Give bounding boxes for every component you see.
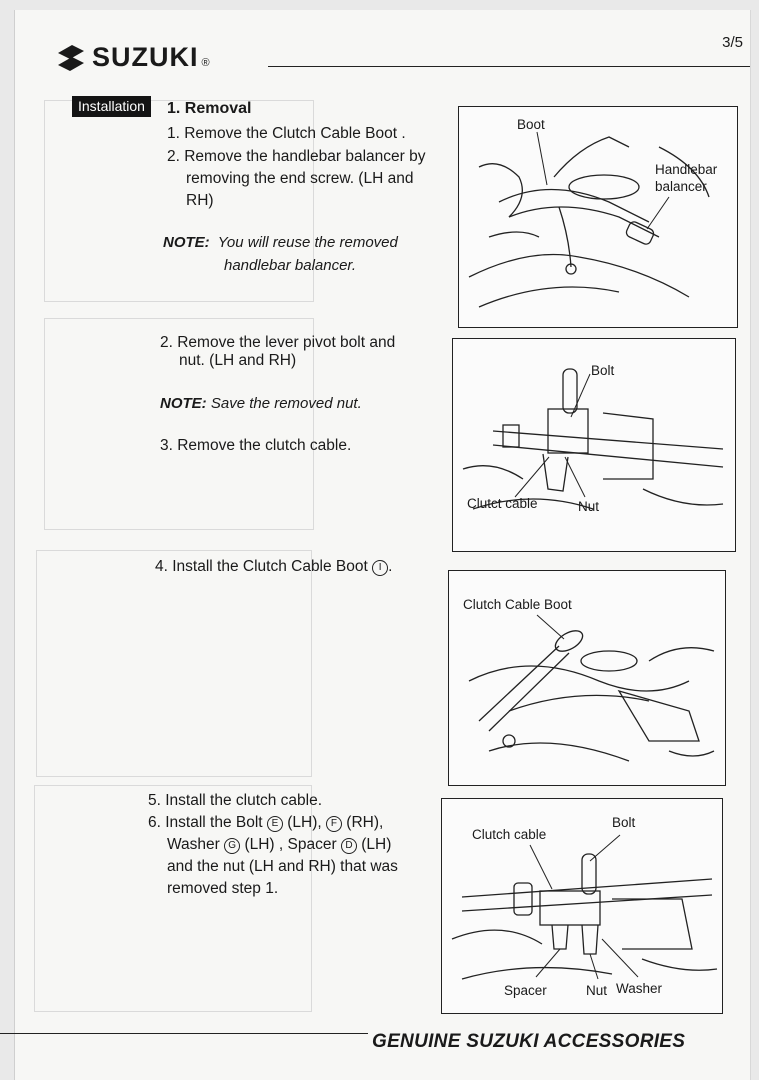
step-6-text-b: (LH),	[287, 814, 322, 831]
step-4-text: 4. Install the Clutch Cable Boot	[155, 558, 368, 575]
figure-boot-balancer	[458, 106, 738, 328]
figure-bolt-nut	[452, 338, 736, 552]
step-2-remove-pivot-l2: nut. (LH and RH)	[179, 352, 297, 369]
step-2-remove-balancer-l2: removing the end screw. (LH and	[186, 170, 414, 187]
footer-rule	[0, 1033, 368, 1034]
step-6-line-1	[148, 812, 383, 833]
label-nut: Nut	[586, 983, 608, 998]
step-2-remove-balancer-l1: 2. Remove the handlebar balancer by	[167, 148, 426, 165]
part-marker-d: D	[341, 838, 357, 854]
label-clutch-cable-boot: Clutch Cable Boot	[463, 597, 572, 612]
step-6-line-3: and the nut (LH and RH) that was	[167, 858, 398, 875]
label-bolt: Bolt	[591, 363, 615, 378]
registered-mark: ®	[201, 56, 210, 69]
label-balancer: balancer	[655, 179, 707, 194]
label-boot: Boot	[517, 117, 545, 132]
header-rule	[268, 66, 750, 67]
note-a-label: NOTE:	[163, 234, 210, 251]
label-nut: Nut	[578, 499, 600, 514]
part-marker-e: E	[267, 816, 283, 832]
part-marker-i: I	[372, 560, 388, 576]
handlebar-drawing	[459, 107, 737, 327]
figure-clutch-cable-boot	[448, 570, 726, 786]
step-4-end: .	[388, 558, 393, 575]
suzuki-logo	[56, 42, 210, 73]
figure-install-parts	[441, 798, 723, 1014]
step-2-remove-balancer-l3: RH)	[186, 192, 214, 209]
label-clutch-cable: Clutct cable	[467, 496, 538, 511]
page-number: 3/5	[722, 34, 743, 51]
note-b-text: Save the removed nut.	[210, 395, 362, 412]
step-5-install-cable: 5. Install the clutch cable.	[148, 792, 323, 809]
installation-badge: Installation	[72, 96, 151, 117]
note-a-line-1: You will reuse the removed	[217, 234, 398, 251]
step-1-remove-boot: 1. Remove the Clutch Cable Boot .	[167, 125, 406, 142]
label-bolt: Bolt	[612, 815, 636, 830]
part-marker-g: G	[224, 838, 240, 854]
note-b	[160, 393, 362, 414]
step-6-text-a: 6. Install the Bolt	[148, 814, 263, 831]
note-b-label: NOTE:	[160, 395, 207, 412]
footer-title: GENUINE SUZUKI ACCESSORIES	[372, 1031, 686, 1052]
label-handlebar: Handlebar	[655, 162, 718, 177]
note-a	[163, 232, 398, 253]
section-title: 1. Removal	[167, 100, 252, 117]
step-6-spacer: (LH) , Spacer	[244, 836, 337, 853]
step-4-install-boot	[155, 556, 392, 577]
ghost-panel-3	[36, 550, 312, 777]
step-6-washer: Washer	[167, 836, 220, 853]
step-2-remove-pivot-l1: 2. Remove the lever pivot bolt and	[160, 334, 396, 351]
brand-name: SUZUKI	[92, 42, 199, 72]
step-6-line-4: removed step 1.	[167, 880, 279, 897]
step-3-remove-cable: 3. Remove the clutch cable.	[160, 437, 352, 454]
step-6-line-2	[167, 834, 391, 855]
label-washer: Washer	[616, 981, 663, 996]
note-a-line-2: handlebar balancer.	[224, 257, 357, 274]
suzuki-s-icon	[56, 43, 86, 73]
label-spacer: Spacer	[504, 983, 547, 998]
step-6-lh: (LH)	[361, 836, 392, 853]
part-marker-f: F	[326, 816, 342, 832]
step-6-text-c: (RH),	[346, 814, 384, 831]
label-clutch-cable: Clutch cable	[472, 827, 547, 842]
